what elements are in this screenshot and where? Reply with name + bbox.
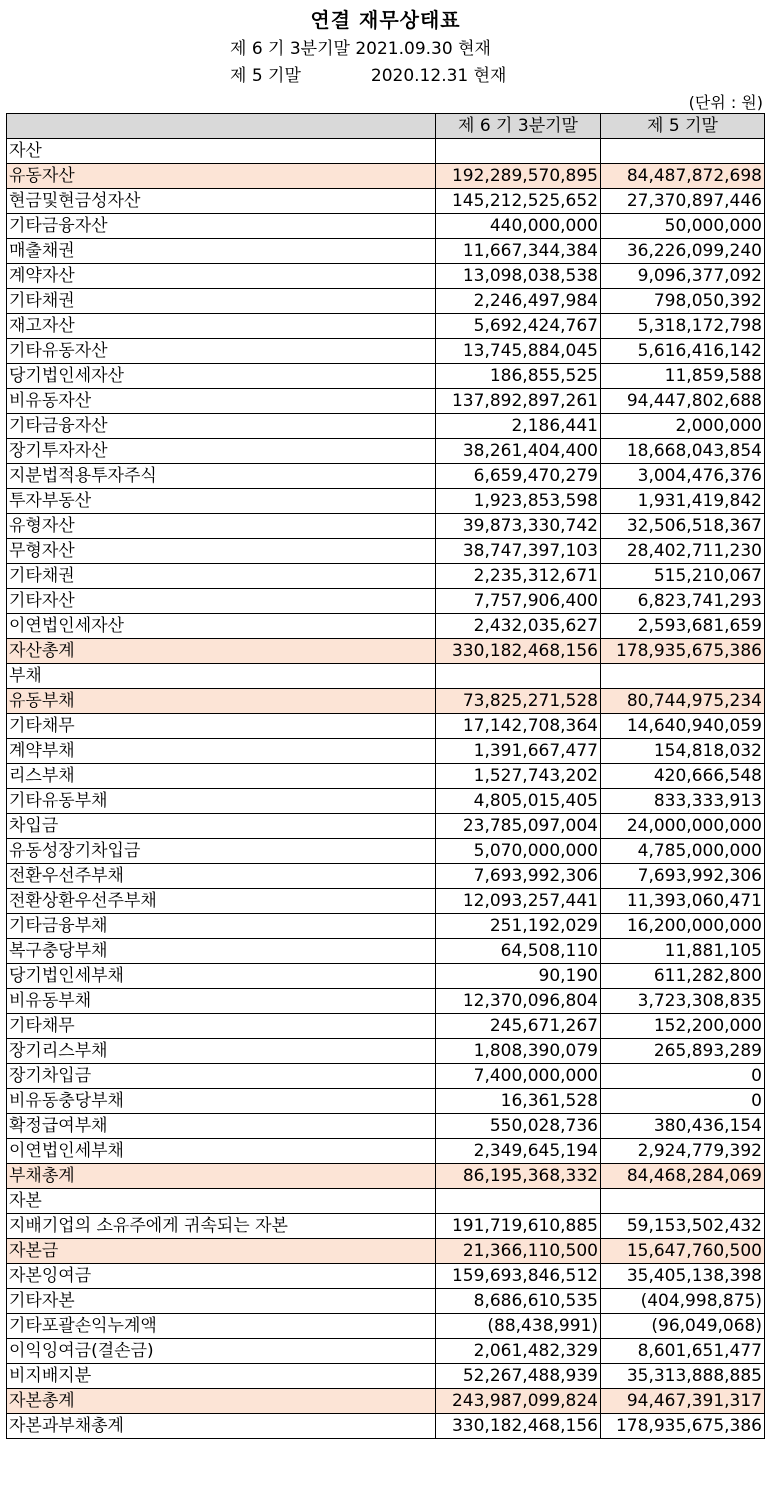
account-label: 복구충당부채 bbox=[7, 939, 436, 964]
account-label: 전환우선주부채 bbox=[7, 864, 436, 889]
account-label: 자산총계 bbox=[7, 639, 436, 664]
value-prior: 7,693,992,306 bbox=[601, 864, 765, 889]
table-row bbox=[7, 1339, 765, 1364]
value-prior: 798,050,392 bbox=[601, 289, 765, 314]
value-prior: 16,200,000,000 bbox=[601, 914, 765, 939]
value-current: 440,000,000 bbox=[436, 214, 601, 239]
table-row bbox=[7, 889, 765, 914]
table-row bbox=[7, 589, 765, 614]
account-label: 유동성장기차입금 bbox=[7, 839, 436, 864]
value-prior: 9,096,377,092 bbox=[601, 264, 765, 289]
table-row bbox=[7, 514, 765, 539]
value-prior: 84,468,284,069 bbox=[601, 1164, 765, 1189]
value-current: 52,267,488,939 bbox=[436, 1364, 601, 1389]
value-current: 2,246,497,984 bbox=[436, 289, 601, 314]
value-current: 64,508,110 bbox=[436, 939, 601, 964]
table-row bbox=[7, 1414, 765, 1439]
column-header-prior: 제 5 기말 bbox=[601, 114, 765, 139]
table-row bbox=[7, 1239, 765, 1264]
value-prior: 2,924,779,392 bbox=[601, 1139, 765, 1164]
value-current: 137,892,897,261 bbox=[436, 389, 601, 414]
account-label: 지배기업의 소유주에게 귀속되는 자본 bbox=[7, 1214, 436, 1239]
value-prior: 24,000,000,000 bbox=[601, 814, 765, 839]
table-row bbox=[7, 139, 765, 164]
table-row bbox=[7, 339, 765, 364]
account-label: 매출채권 bbox=[7, 239, 436, 264]
period-prior-date: 2020.12.31 현재 bbox=[370, 66, 507, 86]
account-label: 지분법적용투자주식 bbox=[7, 464, 436, 489]
account-label: 기타유동자산 bbox=[7, 339, 436, 364]
account-label: 재고자산 bbox=[7, 314, 436, 339]
table-row bbox=[7, 964, 765, 989]
account-label: 투자부동산 bbox=[7, 489, 436, 514]
value-prior: (404,998,875) bbox=[601, 1289, 765, 1314]
account-label: 계약자산 bbox=[7, 264, 436, 289]
table-row bbox=[7, 989, 765, 1014]
table-row bbox=[7, 539, 765, 564]
value-prior: 3,723,308,835 bbox=[601, 989, 765, 1014]
value-current: 23,785,097,004 bbox=[436, 814, 601, 839]
account-label: 전환상환우선주부채 bbox=[7, 889, 436, 914]
table-row bbox=[7, 1114, 765, 1139]
page-title: 연결 재무상태표 bbox=[310, 8, 461, 32]
table-row bbox=[7, 1189, 765, 1214]
account-label: 자산 bbox=[7, 139, 436, 164]
value-current: 145,212,525,652 bbox=[436, 189, 601, 214]
value-prior: 0 bbox=[601, 1064, 765, 1089]
value-current: 5,692,424,767 bbox=[436, 314, 601, 339]
value-current: 251,192,029 bbox=[436, 914, 601, 939]
value-current: 1,391,667,477 bbox=[436, 739, 601, 764]
table-row bbox=[7, 864, 765, 889]
table-row bbox=[7, 389, 765, 414]
account-label: 기타자산 bbox=[7, 589, 436, 614]
value-prior: 420,666,548 bbox=[601, 764, 765, 789]
value-current bbox=[436, 1189, 601, 1214]
value-prior: 84,487,872,698 bbox=[601, 164, 765, 189]
value-prior: 0 bbox=[601, 1089, 765, 1114]
value-current: 192,289,570,895 bbox=[436, 164, 601, 189]
value-current: 2,432,035,627 bbox=[436, 614, 601, 639]
table-row bbox=[7, 1214, 765, 1239]
table-row bbox=[7, 814, 765, 839]
value-current: 330,182,468,156 bbox=[436, 1414, 601, 1439]
value-prior: 152,200,000 bbox=[601, 1014, 765, 1039]
value-current: 191,719,610,885 bbox=[436, 1214, 601, 1239]
account-label: 장기투자자산 bbox=[7, 439, 436, 464]
value-current: 186,855,525 bbox=[436, 364, 601, 389]
value-prior: 11,881,105 bbox=[601, 939, 765, 964]
table-row bbox=[7, 364, 765, 389]
value-current: 1,808,390,079 bbox=[436, 1039, 601, 1064]
value-current: 243,987,099,824 bbox=[436, 1389, 601, 1414]
account-label: 기타금융부채 bbox=[7, 914, 436, 939]
account-label: 기타유동부채 bbox=[7, 789, 436, 814]
value-prior: 1,931,419,842 bbox=[601, 489, 765, 514]
value-current: 1,923,853,598 bbox=[436, 489, 601, 514]
value-current: 2,186,441 bbox=[436, 414, 601, 439]
value-prior: 8,601,651,477 bbox=[601, 1339, 765, 1364]
value-current: 12,370,096,804 bbox=[436, 989, 601, 1014]
account-label: 비지배지분 bbox=[7, 1364, 436, 1389]
value-current: 12,093,257,441 bbox=[436, 889, 601, 914]
value-prior: 3,004,476,376 bbox=[601, 464, 765, 489]
table-header-row bbox=[7, 114, 765, 139]
value-prior bbox=[601, 139, 765, 164]
period-current: 제 6 기 3분기말 2021.09.30 현재 bbox=[230, 39, 491, 59]
value-prior: 35,405,138,398 bbox=[601, 1264, 765, 1289]
value-current: 13,745,884,045 bbox=[436, 339, 601, 364]
value-prior bbox=[601, 1189, 765, 1214]
value-prior: 59,153,502,432 bbox=[601, 1214, 765, 1239]
value-current: 21,366,110,500 bbox=[436, 1239, 601, 1264]
value-prior: 50,000,000 bbox=[601, 214, 765, 239]
account-label: 기타금융자산 bbox=[7, 414, 436, 439]
table-row bbox=[7, 564, 765, 589]
table-row bbox=[7, 664, 765, 689]
table-row bbox=[7, 1389, 765, 1414]
account-label: 이익잉여금(결손금) bbox=[7, 1339, 436, 1364]
account-label: 기타채권 bbox=[7, 289, 436, 314]
table-row bbox=[7, 414, 765, 439]
account-label: 유형자산 bbox=[7, 514, 436, 539]
period-prior-label: 제 5 기말 bbox=[230, 66, 301, 86]
value-prior: (96,049,068) bbox=[601, 1314, 765, 1339]
value-current: 4,805,015,405 bbox=[436, 789, 601, 814]
value-current bbox=[436, 139, 601, 164]
value-current: 159,693,846,512 bbox=[436, 1264, 601, 1289]
statement-header bbox=[0, 0, 771, 113]
value-current: 2,235,312,671 bbox=[436, 564, 601, 589]
value-prior: 94,467,391,317 bbox=[601, 1389, 765, 1414]
account-label: 당기법인세부채 bbox=[7, 964, 436, 989]
account-label: 자본총계 bbox=[7, 1389, 436, 1414]
value-current: 550,028,736 bbox=[436, 1114, 601, 1139]
value-current: 6,659,470,279 bbox=[436, 464, 601, 489]
table-row bbox=[7, 1064, 765, 1089]
value-prior: 6,823,741,293 bbox=[601, 589, 765, 614]
account-label: 장기리스부채 bbox=[7, 1039, 436, 1064]
table-row bbox=[7, 264, 765, 289]
value-prior: 154,818,032 bbox=[601, 739, 765, 764]
table-row bbox=[7, 1264, 765, 1289]
table-row bbox=[7, 839, 765, 864]
value-prior: 80,744,975,234 bbox=[601, 689, 765, 714]
value-prior: 2,593,681,659 bbox=[601, 614, 765, 639]
value-prior: 2,000,000 bbox=[601, 414, 765, 439]
account-label: 무형자산 bbox=[7, 539, 436, 564]
value-current bbox=[436, 664, 601, 689]
value-current: 8,686,610,535 bbox=[436, 1289, 601, 1314]
account-label: 기타채무 bbox=[7, 1014, 436, 1039]
balance-sheet-table bbox=[6, 113, 765, 1439]
unit-label: (단위 : 원) bbox=[688, 93, 763, 112]
table-row bbox=[7, 189, 765, 214]
value-prior: 611,282,800 bbox=[601, 964, 765, 989]
value-prior: 14,640,940,059 bbox=[601, 714, 765, 739]
value-prior: 4,785,000,000 bbox=[601, 839, 765, 864]
value-prior: 18,668,043,854 bbox=[601, 439, 765, 464]
account-label: 계약부채 bbox=[7, 739, 436, 764]
value-prior: 27,370,897,446 bbox=[601, 189, 765, 214]
table-row bbox=[7, 714, 765, 739]
account-label: 자본 bbox=[7, 1189, 436, 1214]
value-prior: 5,616,416,142 bbox=[601, 339, 765, 364]
account-label: 기타자본 bbox=[7, 1289, 436, 1314]
value-current: 73,825,271,528 bbox=[436, 689, 601, 714]
value-current: 5,070,000,000 bbox=[436, 839, 601, 864]
value-current: 11,667,344,384 bbox=[436, 239, 601, 264]
account-label: 기타포괄손익누계액 bbox=[7, 1314, 436, 1339]
account-label: 기타채무 bbox=[7, 714, 436, 739]
value-current: 7,693,992,306 bbox=[436, 864, 601, 889]
value-prior: 32,506,518,367 bbox=[601, 514, 765, 539]
value-current: 245,671,267 bbox=[436, 1014, 601, 1039]
account-label: 이연법인세부채 bbox=[7, 1139, 436, 1164]
table-row bbox=[7, 314, 765, 339]
value-prior: 380,436,154 bbox=[601, 1114, 765, 1139]
account-label: 유동자산 bbox=[7, 164, 436, 189]
value-current: 1,527,743,202 bbox=[436, 764, 601, 789]
account-label: 당기법인세자산 bbox=[7, 364, 436, 389]
table-row bbox=[7, 439, 765, 464]
value-current: 86,195,368,332 bbox=[436, 1164, 601, 1189]
table-row bbox=[7, 739, 765, 764]
table-row bbox=[7, 1089, 765, 1114]
value-prior: 833,333,913 bbox=[601, 789, 765, 814]
value-prior: 515,210,067 bbox=[601, 564, 765, 589]
table-body bbox=[7, 139, 765, 1439]
value-current: 7,757,906,400 bbox=[436, 589, 601, 614]
account-label: 자본과부채총계 bbox=[7, 1414, 436, 1439]
table-row bbox=[7, 914, 765, 939]
table-row bbox=[7, 164, 765, 189]
value-current: 2,349,645,194 bbox=[436, 1139, 601, 1164]
table-row bbox=[7, 1039, 765, 1064]
table-row bbox=[7, 614, 765, 639]
table-row bbox=[7, 214, 765, 239]
account-label: 이연법인세자산 bbox=[7, 614, 436, 639]
table-row bbox=[7, 1164, 765, 1189]
account-label: 리스부채 bbox=[7, 764, 436, 789]
account-label: 차입금 bbox=[7, 814, 436, 839]
value-current: (88,438,991) bbox=[436, 1314, 601, 1339]
table-row bbox=[7, 1289, 765, 1314]
column-header-account bbox=[7, 114, 436, 139]
value-current: 16,361,528 bbox=[436, 1089, 601, 1114]
value-prior: 178,935,675,386 bbox=[601, 639, 765, 664]
value-current: 17,142,708,364 bbox=[436, 714, 601, 739]
table-row bbox=[7, 764, 765, 789]
table-row bbox=[7, 489, 765, 514]
value-prior bbox=[601, 664, 765, 689]
account-label: 기타채권 bbox=[7, 564, 436, 589]
value-prior: 5,318,172,798 bbox=[601, 314, 765, 339]
value-current: 13,098,038,538 bbox=[436, 264, 601, 289]
account-label: 부채 bbox=[7, 664, 436, 689]
value-prior: 94,447,802,688 bbox=[601, 389, 765, 414]
column-header-current: 제 6 기 3분기말 bbox=[436, 114, 601, 139]
value-prior: 178,935,675,386 bbox=[601, 1414, 765, 1439]
value-prior: 15,647,760,500 bbox=[601, 1239, 765, 1264]
value-current: 330,182,468,156 bbox=[436, 639, 601, 664]
table-row bbox=[7, 789, 765, 814]
account-label: 기타금융자산 bbox=[7, 214, 436, 239]
value-current: 2,061,482,329 bbox=[436, 1339, 601, 1364]
table-row bbox=[7, 639, 765, 664]
account-label: 비유동부채 bbox=[7, 989, 436, 1014]
account-label: 비유동자산 bbox=[7, 389, 436, 414]
value-current: 38,747,397,103 bbox=[436, 539, 601, 564]
account-label: 유동부채 bbox=[7, 689, 436, 714]
account-label: 자본금 bbox=[7, 1239, 436, 1264]
value-current: 90,190 bbox=[436, 964, 601, 989]
account-label: 비유동충당부채 bbox=[7, 1089, 436, 1114]
account-label: 현금및현금성자산 bbox=[7, 189, 436, 214]
table-row bbox=[7, 1364, 765, 1389]
value-prior: 11,393,060,471 bbox=[601, 889, 765, 914]
account-label: 확정급여부채 bbox=[7, 1114, 436, 1139]
value-prior: 265,893,289 bbox=[601, 1039, 765, 1064]
table-row bbox=[7, 1014, 765, 1039]
table-row bbox=[7, 939, 765, 964]
table-row bbox=[7, 1139, 765, 1164]
account-label: 장기차입금 bbox=[7, 1064, 436, 1089]
value-prior: 28,402,711,230 bbox=[601, 539, 765, 564]
table-row bbox=[7, 239, 765, 264]
table-row bbox=[7, 289, 765, 314]
value-current: 7,400,000,000 bbox=[436, 1064, 601, 1089]
value-prior: 11,859,588 bbox=[601, 364, 765, 389]
table-row bbox=[7, 1314, 765, 1339]
table-row bbox=[7, 464, 765, 489]
value-prior: 35,313,888,885 bbox=[601, 1364, 765, 1389]
period-prior bbox=[230, 61, 506, 86]
value-current: 38,261,404,400 bbox=[436, 439, 601, 464]
account-label: 부채총계 bbox=[7, 1164, 436, 1189]
value-prior: 36,226,099,240 bbox=[601, 239, 765, 264]
value-current: 39,873,330,742 bbox=[436, 514, 601, 539]
account-label: 자본잉여금 bbox=[7, 1264, 436, 1289]
table-row bbox=[7, 689, 765, 714]
